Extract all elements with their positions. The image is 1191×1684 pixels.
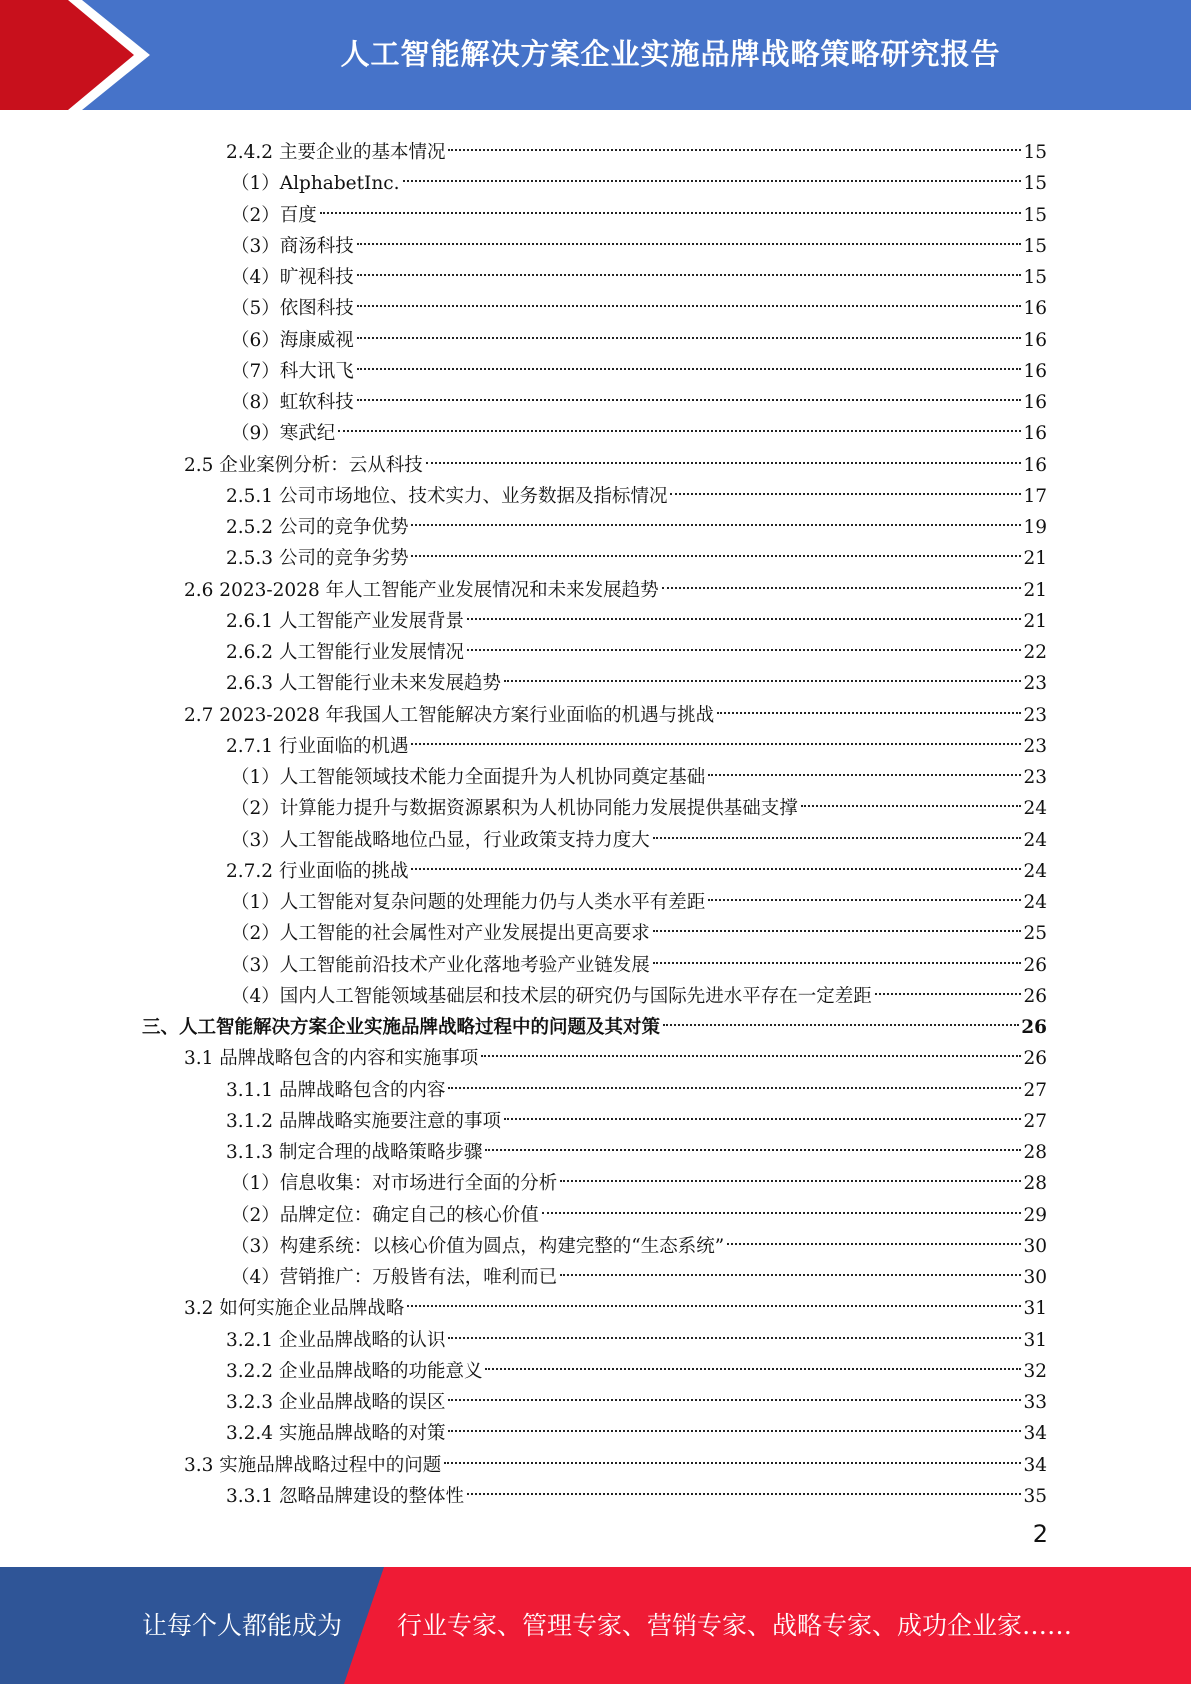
toc-entry[interactable] <box>231 1252 1047 1288</box>
toc-entry[interactable] <box>226 1315 1047 1351</box>
toc-dot-leader <box>485 1346 1021 1377</box>
toc-dot-leader <box>662 565 1022 596</box>
toc-dot-leader <box>426 440 1022 471</box>
toc-dot-leader <box>504 658 1021 689</box>
toc-entry-page: 24 <box>1023 798 1047 820</box>
toc-entry-page: 30 <box>1023 1235 1047 1257</box>
toc-entry-label: （1）人工智能领域技术能力全面提升为人机协同奠定基础 <box>231 767 706 788</box>
toc-entry-label: （9）寒武纪 <box>231 423 336 445</box>
toc-entry-page: 35 <box>1023 1485 1047 1507</box>
toc-entry[interactable] <box>184 1283 1047 1320</box>
toc-dot-leader <box>708 877 1021 908</box>
toc-entry-page: 15 <box>1023 267 1047 288</box>
toc-dot-leader <box>448 1065 1021 1096</box>
toc-entry[interactable] <box>226 127 1047 163</box>
toc-dot-leader <box>485 1127 1021 1158</box>
toc-entry-label: （1）信息收集：对市场进行全面的分析 <box>231 1173 558 1195</box>
toc-entry-label: （2）百度 <box>231 204 317 226</box>
toc-entry[interactable] <box>231 940 1047 976</box>
toc-entry-label: 2.7.1 行业面临的机遇 <box>226 735 409 757</box>
toc-entry[interactable] <box>231 252 1047 288</box>
toc-entry-page: 16 <box>1023 423 1047 445</box>
page-footer <box>0 1567 1191 1684</box>
toc-entry-page: 28 <box>1023 1142 1047 1163</box>
toc-dot-leader <box>357 377 1022 408</box>
toc-entry[interactable] <box>226 1065 1047 1101</box>
toc-entry-label: （2）人工智能的社会属性对产业发展提出更高要求 <box>231 923 650 945</box>
toc-dot-leader <box>663 1002 1019 1033</box>
toc-entry-page: 24 <box>1023 829 1047 851</box>
toc-entry-page: 21 <box>1023 610 1047 632</box>
toc-entry-page: 24 <box>1023 860 1047 882</box>
toc-entry[interactable] <box>231 221 1047 257</box>
toc-dot-leader <box>717 690 1021 721</box>
toc-entry[interactable] <box>231 752 1047 788</box>
toc-entry-label: 3.3.1 忽略品牌建设的整体性 <box>226 1485 464 1507</box>
toc-dot-leader <box>320 190 1022 221</box>
toc-entry-label: 2.7 2023-2028 年我国人工智能解决方案行业面临的机遇与挑战 <box>184 704 715 726</box>
toc-entry-page: 26 <box>1023 985 1047 1007</box>
toc-entry-label: （4）国内人工智能领域基础层和技术层的研究仍与国际先进水平存在一定差距 <box>231 985 872 1007</box>
toc-entry-page: 26 <box>1021 1017 1047 1038</box>
toc-entry-label: （7）科大讯飞 <box>231 360 354 382</box>
toc-entry[interactable] <box>226 1127 1047 1163</box>
toc-dot-leader <box>403 158 1022 189</box>
toc-entry-page: 34 <box>1023 1423 1047 1445</box>
toc-entry[interactable] <box>231 315 1047 351</box>
toc-dot-leader <box>448 1377 1021 1408</box>
toc-dot-leader <box>670 471 1021 502</box>
page-header <box>0 0 1191 110</box>
toc-entry-label: 2.4.2 主要企业的基本情况 <box>226 142 446 163</box>
toc-entry[interactable] <box>231 815 1047 851</box>
toc-entry[interactable] <box>231 1158 1047 1195</box>
toc-dot-leader <box>357 346 1022 377</box>
toc-dot-leader <box>338 408 1021 439</box>
toc-entry[interactable] <box>226 1408 1047 1445</box>
toc-entry-label: 3.2 如何实施企业品牌战略 <box>184 1298 405 1320</box>
toc-entry-label: （3）商汤科技 <box>231 235 354 257</box>
toc-entry-page: 24 <box>1023 892 1047 913</box>
toc-entry[interactable] <box>231 408 1047 445</box>
toc-entry-page: 16 <box>1023 360 1047 382</box>
toc-entry-label: （4）营销推广：万般皆有法，唯利而已 <box>231 1267 558 1288</box>
toc-entry[interactable] <box>226 627 1047 663</box>
toc-dot-leader <box>444 1440 1021 1471</box>
toc-entry-label: （5）依图科技 <box>231 298 354 320</box>
toc-entry-label: 2.6 2023-2028 年人工智能产业发展情况和未来发展趋势 <box>184 579 659 601</box>
toc-dot-leader <box>357 221 1022 252</box>
footer-slogan-right: 行业专家、管理专家、营销专家、战略专家、成功企业家…… <box>397 1611 1073 1640</box>
toc-dot-leader <box>875 971 1022 1002</box>
toc-entry-label: （4）旷视科技 <box>231 267 354 288</box>
toc-dot-leader <box>801 783 1022 814</box>
toc-entry-label: 3.2.4 实施品牌战略的对策 <box>226 1423 446 1445</box>
toc-entry[interactable] <box>231 1221 1047 1257</box>
toc-entry[interactable] <box>226 658 1047 695</box>
toc-entry[interactable] <box>231 877 1047 913</box>
toc-entry-page: 16 <box>1023 298 1047 320</box>
toc-entry-label: 3.1.1 品牌战略包含的内容 <box>226 1079 446 1101</box>
toc-dot-leader <box>653 940 1022 971</box>
toc-entry-page: 23 <box>1023 673 1047 695</box>
toc-entry-label: 2.5.2 公司的竞争优势 <box>226 517 409 538</box>
toc-entry-label: 2.6.3 人工智能行业未来发展趋势 <box>226 673 501 695</box>
page-number: 2 <box>1032 1520 1048 1548</box>
toc-entry[interactable] <box>226 1096 1047 1132</box>
toc-entry[interactable] <box>226 1377 1047 1413</box>
toc-entry[interactable] <box>226 533 1047 570</box>
toc-entry-page: 34 <box>1023 1454 1047 1476</box>
toc-dot-leader <box>411 502 1021 533</box>
toc-entry-page: 21 <box>1023 579 1047 601</box>
toc-entry[interactable] <box>231 1190 1047 1226</box>
toc-entry-page: 26 <box>1023 1048 1047 1070</box>
toc-entry-page: 15 <box>1023 173 1047 195</box>
toc-dot-leader <box>448 1408 1021 1439</box>
toc-entry-label: 三、人工智能解决方案企业实施品牌战略过程中的问题及其对策 <box>142 1017 661 1038</box>
toc-entry-label: （3）构建系统：以核心价值为圆点，构建完整的“生态系统” <box>231 1235 725 1257</box>
toc-dot-leader <box>504 1096 1021 1127</box>
toc-entry-page: 30 <box>1023 1267 1047 1288</box>
toc-entry-label: （2）品牌定位：确定自己的核心价值 <box>231 1204 539 1226</box>
toc-entry-page: 15 <box>1023 204 1047 226</box>
toc-entry-label: 2.6.2 人工智能行业发展情况 <box>226 642 464 663</box>
toc-entry-label: （8）虹软科技 <box>231 392 354 413</box>
header-chevron-icon <box>0 0 160 110</box>
toc-entry-page: 27 <box>1023 1110 1047 1132</box>
toc-dot-leader <box>467 627 1021 658</box>
toc-entry[interactable] <box>231 783 1047 820</box>
toc-entry-page: 28 <box>1023 1173 1047 1195</box>
toc-entry[interactable] <box>184 690 1047 726</box>
toc-entry-page: 31 <box>1023 1298 1047 1320</box>
toc-dot-leader <box>357 283 1022 314</box>
toc-entry-page: 15 <box>1023 142 1047 163</box>
toc-dot-leader <box>467 596 1021 627</box>
toc-dot-leader <box>448 127 1021 158</box>
toc-entry[interactable] <box>226 471 1047 507</box>
toc-entry-label: 2.5.1 公司市场地位、技术实力、业务数据及指标情况 <box>226 485 668 507</box>
toc-dot-leader <box>653 815 1022 846</box>
toc-entry[interactable] <box>231 283 1047 320</box>
toc-entry-label: （6）海康威视 <box>231 329 354 351</box>
toc-dot-leader <box>357 315 1022 346</box>
toc-entry-page: 23 <box>1023 735 1047 757</box>
toc-entry-label: （2）计算能力提升与数据资源累积为人机协同能力发展提供基础支撑 <box>231 798 798 820</box>
toc-dot-leader <box>411 846 1021 877</box>
toc-entry-label: 3.1.2 品牌战略实施要注意的事项 <box>226 1110 501 1132</box>
toc-entry[interactable] <box>231 190 1047 226</box>
toc-entry[interactable] <box>184 440 1047 476</box>
toc-entry-page: 26 <box>1023 954 1047 976</box>
toc-entry-label: 3.1.3 制定合理的战略策略步骤 <box>226 1142 483 1163</box>
toc-dot-leader <box>727 1221 1021 1252</box>
toc-entry-label: （1）人工智能对复杂问题的处理能力仍与人类水平有差距 <box>231 892 706 913</box>
toc-entry-page: 33 <box>1023 1392 1047 1413</box>
toc-entry-page: 21 <box>1023 548 1047 570</box>
toc-entry-page: 16 <box>1023 392 1047 413</box>
toc-entry-page: 23 <box>1023 704 1047 726</box>
toc-entry-label: 2.5.3 公司的竞争劣势 <box>226 548 409 570</box>
toc-entry-page: 23 <box>1023 767 1047 788</box>
toc-dot-leader <box>560 1158 1021 1189</box>
toc-entry-label: 3.2.2 企业品牌战略的功能意义 <box>226 1360 483 1382</box>
toc-entry[interactable] <box>226 1471 1047 1507</box>
toc-dot-leader <box>407 1283 1021 1314</box>
toc-entry[interactable] <box>226 596 1047 632</box>
toc-dot-leader <box>542 1190 1022 1221</box>
toc-entry-page: 29 <box>1023 1204 1047 1226</box>
toc-dot-leader <box>411 533 1021 564</box>
toc-entry-label: 3.3 实施品牌战略过程中的问题 <box>184 1454 442 1476</box>
toc-entry[interactable] <box>184 1033 1047 1070</box>
toc-entry-label: （3）人工智能战略地位凸显，行业政策支持力度大 <box>231 829 650 851</box>
toc-entry-label: 3.2.3 企业品牌战略的误区 <box>226 1392 446 1413</box>
report-title: 人工智能解决方案企业实施品牌战略策略研究报告 <box>340 37 1001 71</box>
toc-entry[interactable] <box>226 502 1047 538</box>
toc-entry-label: 2.6.1 人工智能产业发展背景 <box>226 610 464 632</box>
toc-entry-page: 27 <box>1023 1079 1047 1101</box>
toc-dot-leader <box>653 908 1022 939</box>
toc-dot-leader <box>357 252 1022 283</box>
toc-entry-page: 16 <box>1023 329 1047 351</box>
toc-entry[interactable] <box>231 971 1047 1007</box>
toc-entry-label: （1）AlphabetInc. <box>231 173 400 195</box>
toc-dot-leader <box>708 752 1021 783</box>
toc-dot-leader <box>560 1252 1021 1283</box>
toc-entry-page: 31 <box>1023 1329 1047 1351</box>
toc-entry-page: 32 <box>1023 1360 1047 1382</box>
toc-entry-page: 22 <box>1023 642 1047 663</box>
toc-entry-page: 17 <box>1023 485 1047 507</box>
toc-entry-page: 19 <box>1023 517 1047 538</box>
toc-entry[interactable] <box>231 346 1047 382</box>
footer-slogan-left: 让每个人都能成为 <box>142 1611 343 1640</box>
toc-entry[interactable] <box>226 846 1047 882</box>
toc-entry-label: （3）人工智能前沿技术产业化落地考验产业链发展 <box>231 954 650 976</box>
toc-entry[interactable] <box>184 565 1047 601</box>
toc-dot-leader <box>467 1471 1021 1502</box>
toc-dot-leader <box>481 1033 1021 1064</box>
toc-dot-leader <box>411 721 1021 752</box>
toc-entry[interactable] <box>142 1002 1047 1038</box>
toc-entry-label: 2.7.2 行业面临的挑战 <box>226 860 409 882</box>
toc-entry-page: 15 <box>1023 235 1047 257</box>
toc-entry-label: 3.2.1 企业品牌战略的认识 <box>226 1329 446 1351</box>
toc-entry[interactable] <box>231 158 1047 195</box>
toc-entry[interactable] <box>226 721 1047 757</box>
toc-dot-leader <box>448 1315 1021 1346</box>
toc-entry-page: 25 <box>1023 923 1047 945</box>
toc-entry[interactable] <box>226 1346 1047 1382</box>
toc-entry-page: 16 <box>1023 454 1047 476</box>
toc-entry-label: 2.5 企业案例分析：云从科技 <box>184 454 423 476</box>
toc-entry[interactable] <box>231 908 1047 945</box>
toc-entry[interactable] <box>231 377 1047 413</box>
toc-entry[interactable] <box>184 1440 1047 1476</box>
toc-entry-label: 3.1 品牌战略包含的内容和实施事项 <box>184 1048 479 1070</box>
